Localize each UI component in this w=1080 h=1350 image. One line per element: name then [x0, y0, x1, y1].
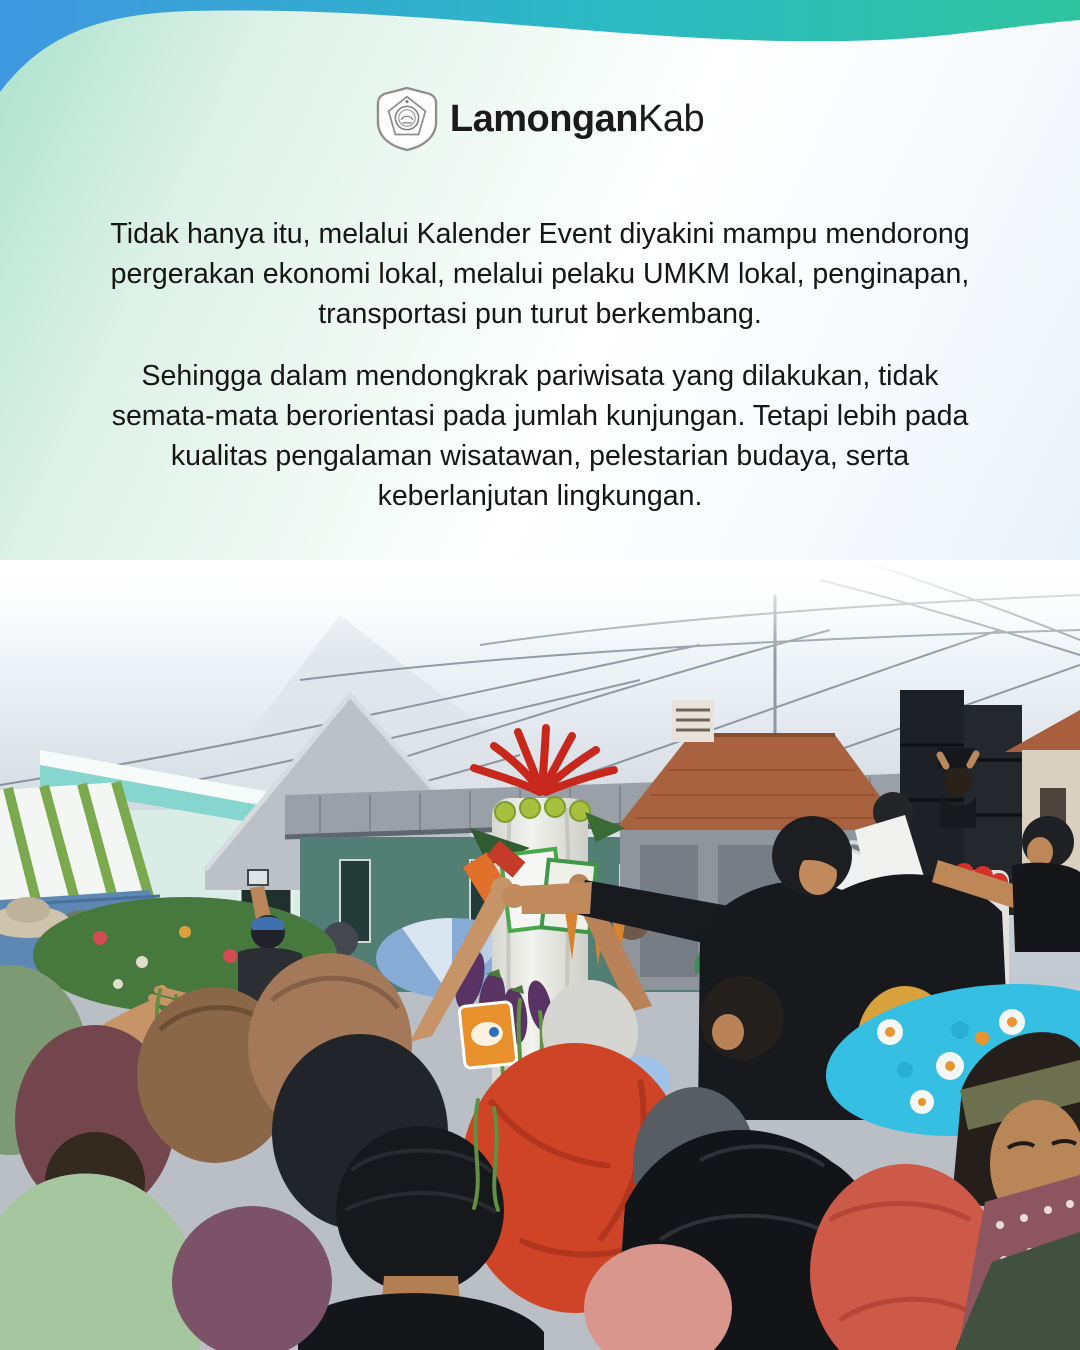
paragraph-2 [0, 356, 1080, 516]
paragraph-1-line: Tidak hanya itu, melalui Kalender Event diyakini mampu mendorong [110, 218, 970, 250]
paragraph-2-line: semata-mata berorientasi pada jumlah kunjungan. Tetapi lebih pada [111, 400, 969, 432]
paragraph-2-line: kualitas pengalaman wisatawan, pelestarian budaya, serta [170, 440, 910, 472]
paragraph-1 [0, 214, 1080, 334]
photo-top-fade [0, 560, 1080, 655]
plus-icon-top-right [992, 28, 1048, 84]
paragraph-1-line: pergerakan ekonomi lokal, melalui pelaku UMKM lokal, penginapan, [110, 258, 970, 290]
festival-crowd-photo [0, 560, 1080, 1350]
lamongan-emblem-icon [376, 85, 438, 153]
logo-text-regular: Kab [638, 98, 705, 140]
paragraph-1-line: transportasi pun turut berkembang. [318, 298, 762, 330]
logo-text [450, 100, 704, 138]
logo-text-bold: Lamongan [449, 98, 638, 140]
paragraph-2-line: keberlanjutan lingkungan. [377, 480, 703, 512]
paragraph-2-line: Sehingga dalam mendongkrak pariwisata yang dilakukan, tidak [141, 360, 939, 392]
brand-logo [0, 84, 1080, 154]
